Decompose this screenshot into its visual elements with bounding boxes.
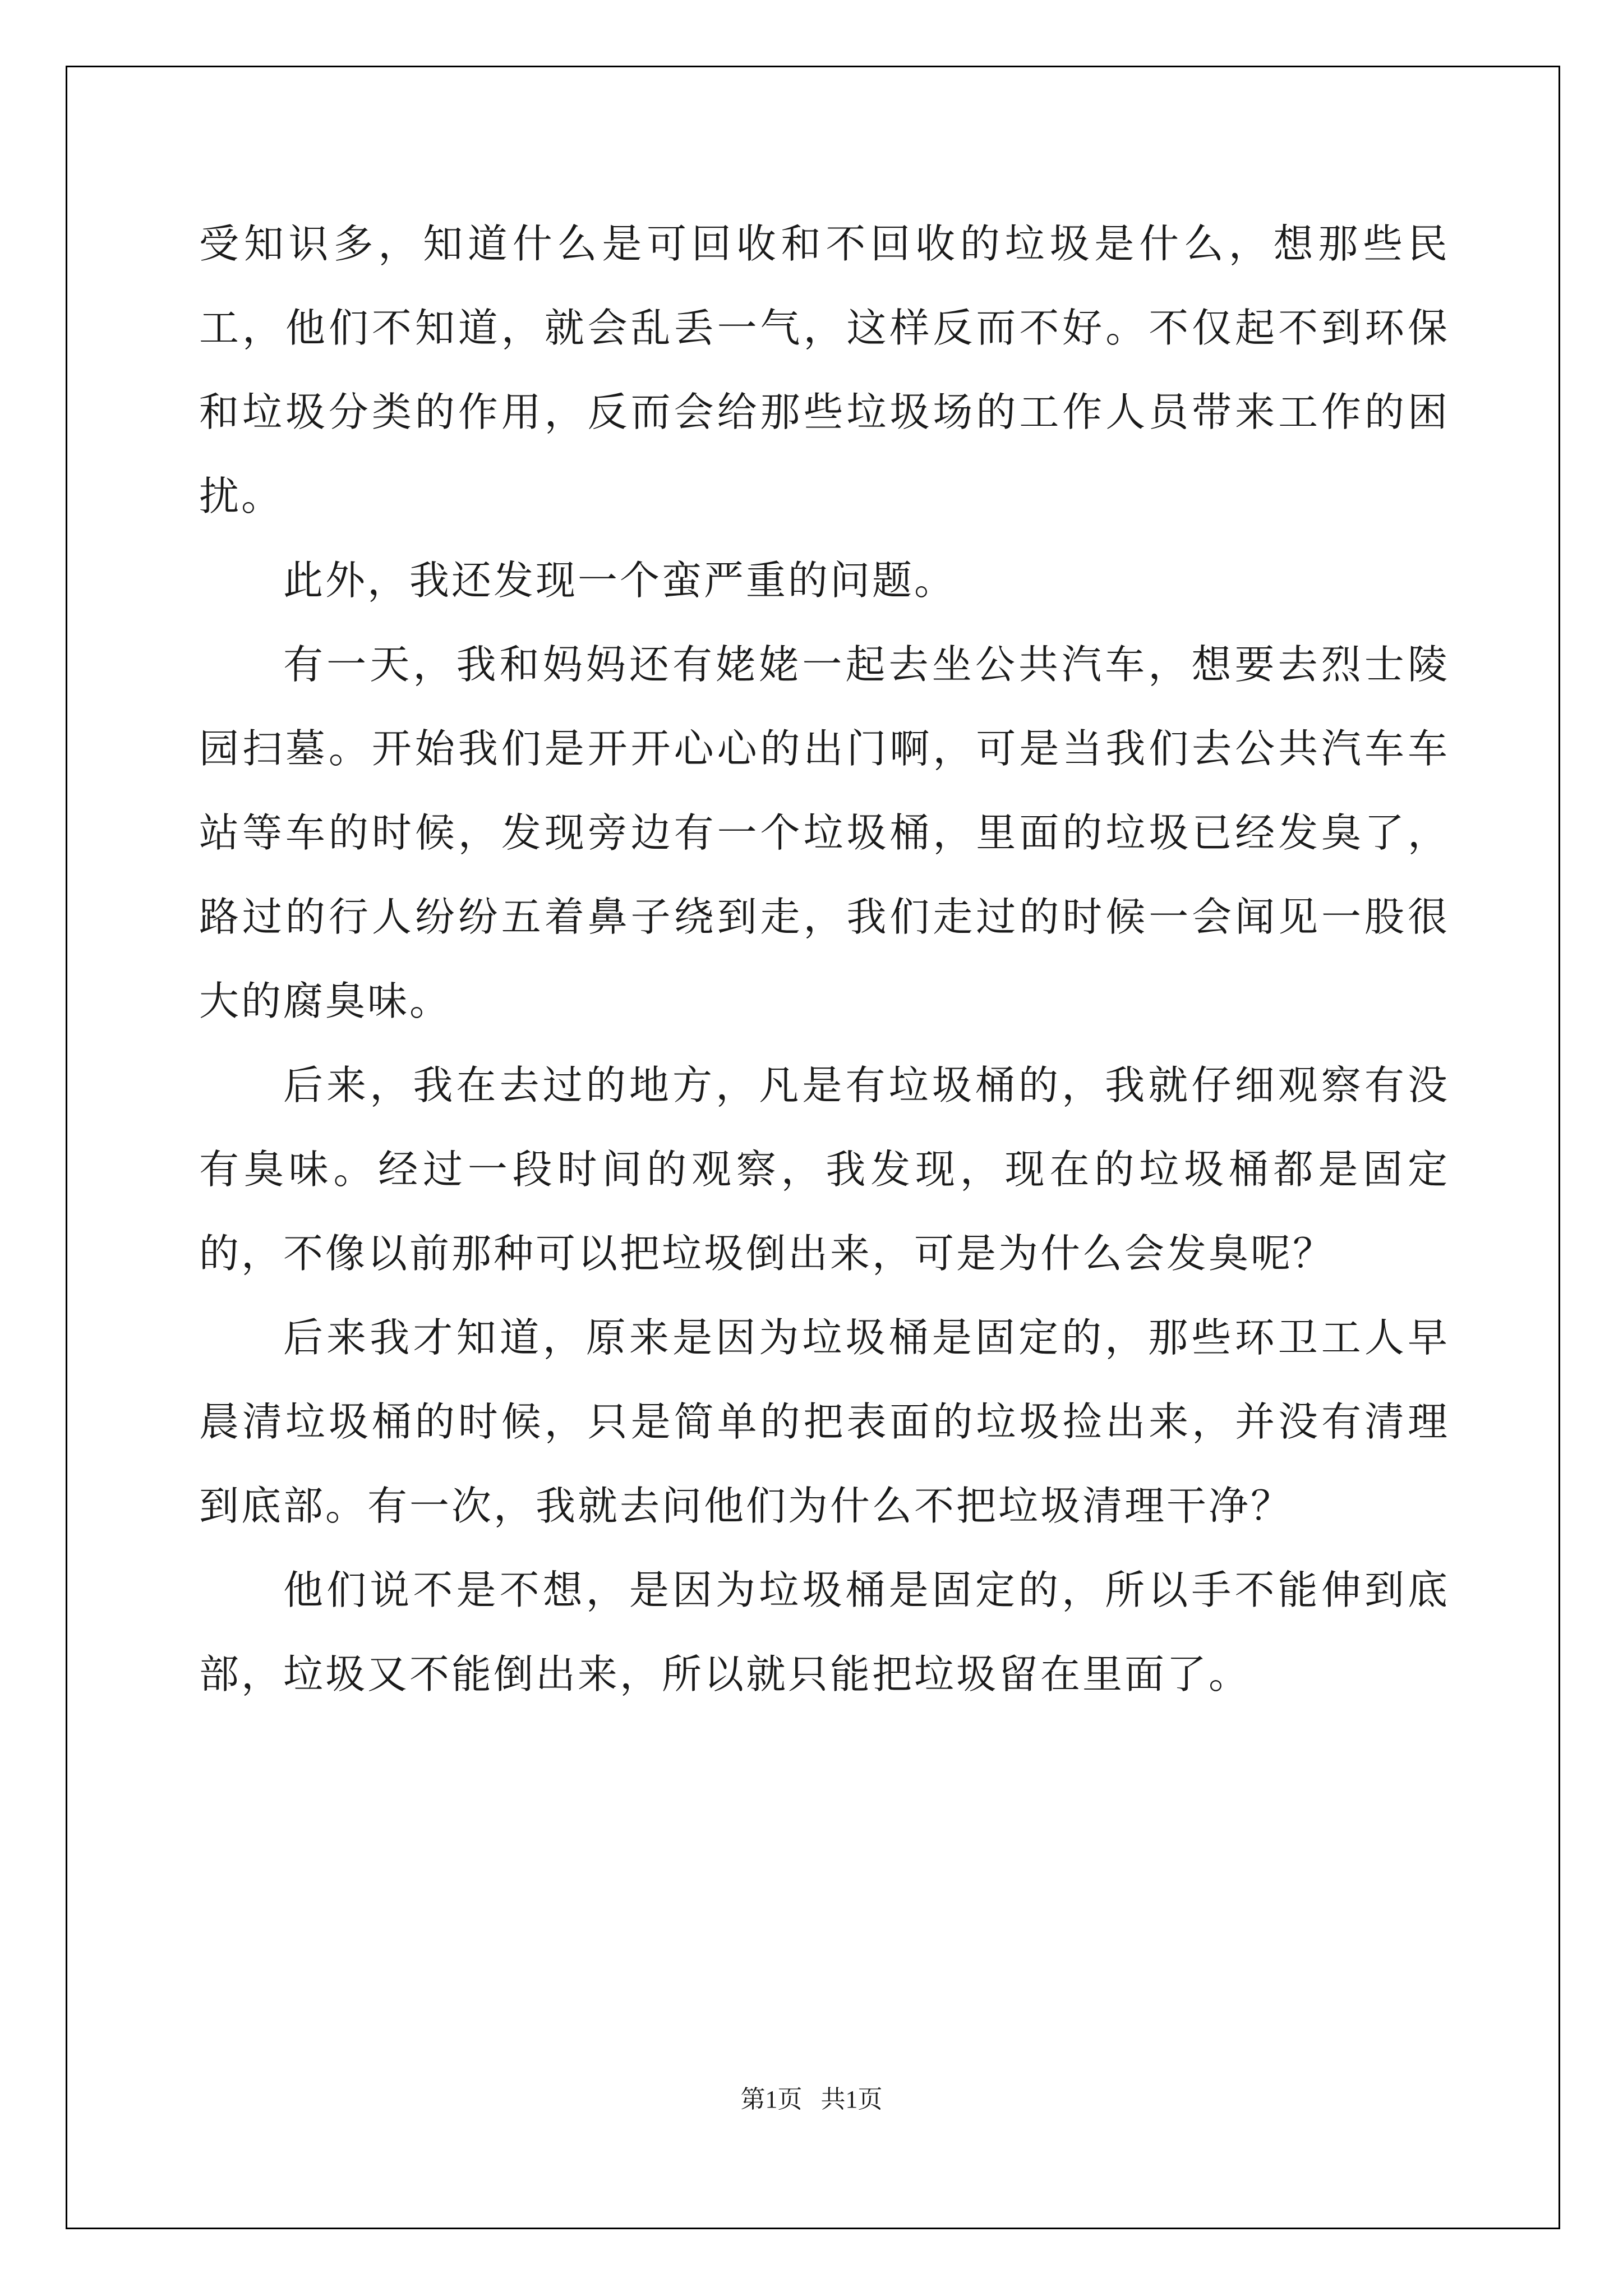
paragraph-4: 后来，我在去过的地方，凡是有垃圾桶的，我就仔细观察有没有臭味。经过一段时间的观察，我发现，现在的垃圾桶都是固定的，不像以前那种可以把垃圾倒出来，可是为什么会发臭呢？ [199,1062,1450,1277]
paragraph-1: 受知识多，知道什么是可回收和不回收的垃圾是什么，想那些民工，他们不知道，就会乱丢一气，这样反而不好。不仅起不到环保和垃圾分类的作用，反而会给那些垃圾场的工作人员带来工作的困扰。 [199,220,1450,519]
document-body [199,202,1450,1717]
paragraph-2: 此外，我还发现一个蛮严重的问题。 [283,557,957,604]
paragraph-3: 有一天，我和妈妈还有姥姥一起去坐公共汽车，想要去烈士陵园扫墓。开始我们是开开心心的出门啊，可是当我们去公共汽车车站等车的时候，发现旁边有一个垃圾桶，里面的垃圾已经发臭了，路过的行人纷纷五着鼻子绕到走，我们走过的时候一会闻见一股很大的腐臭味。 [199,641,1450,1024]
paragraph-5: 后来我才知道，原来是因为垃圾桶是固定的，那些环卫工人早晨清垃圾桶的时候，只是简单的把表面的垃圾捡出来，并没有清理到底部。有一次，我就去问他们为什么不把垃圾清理干净？ [199,1314,1450,1529]
page-footer: 第1页 共1页 [740,2086,883,2113]
paragraph-6: 他们说不是不想，是因为垃圾桶是固定的，所以手不能伸到底部，垃圾又不能倒出来，所以就只能把垃圾留在里面了。 [199,1567,1450,1697]
